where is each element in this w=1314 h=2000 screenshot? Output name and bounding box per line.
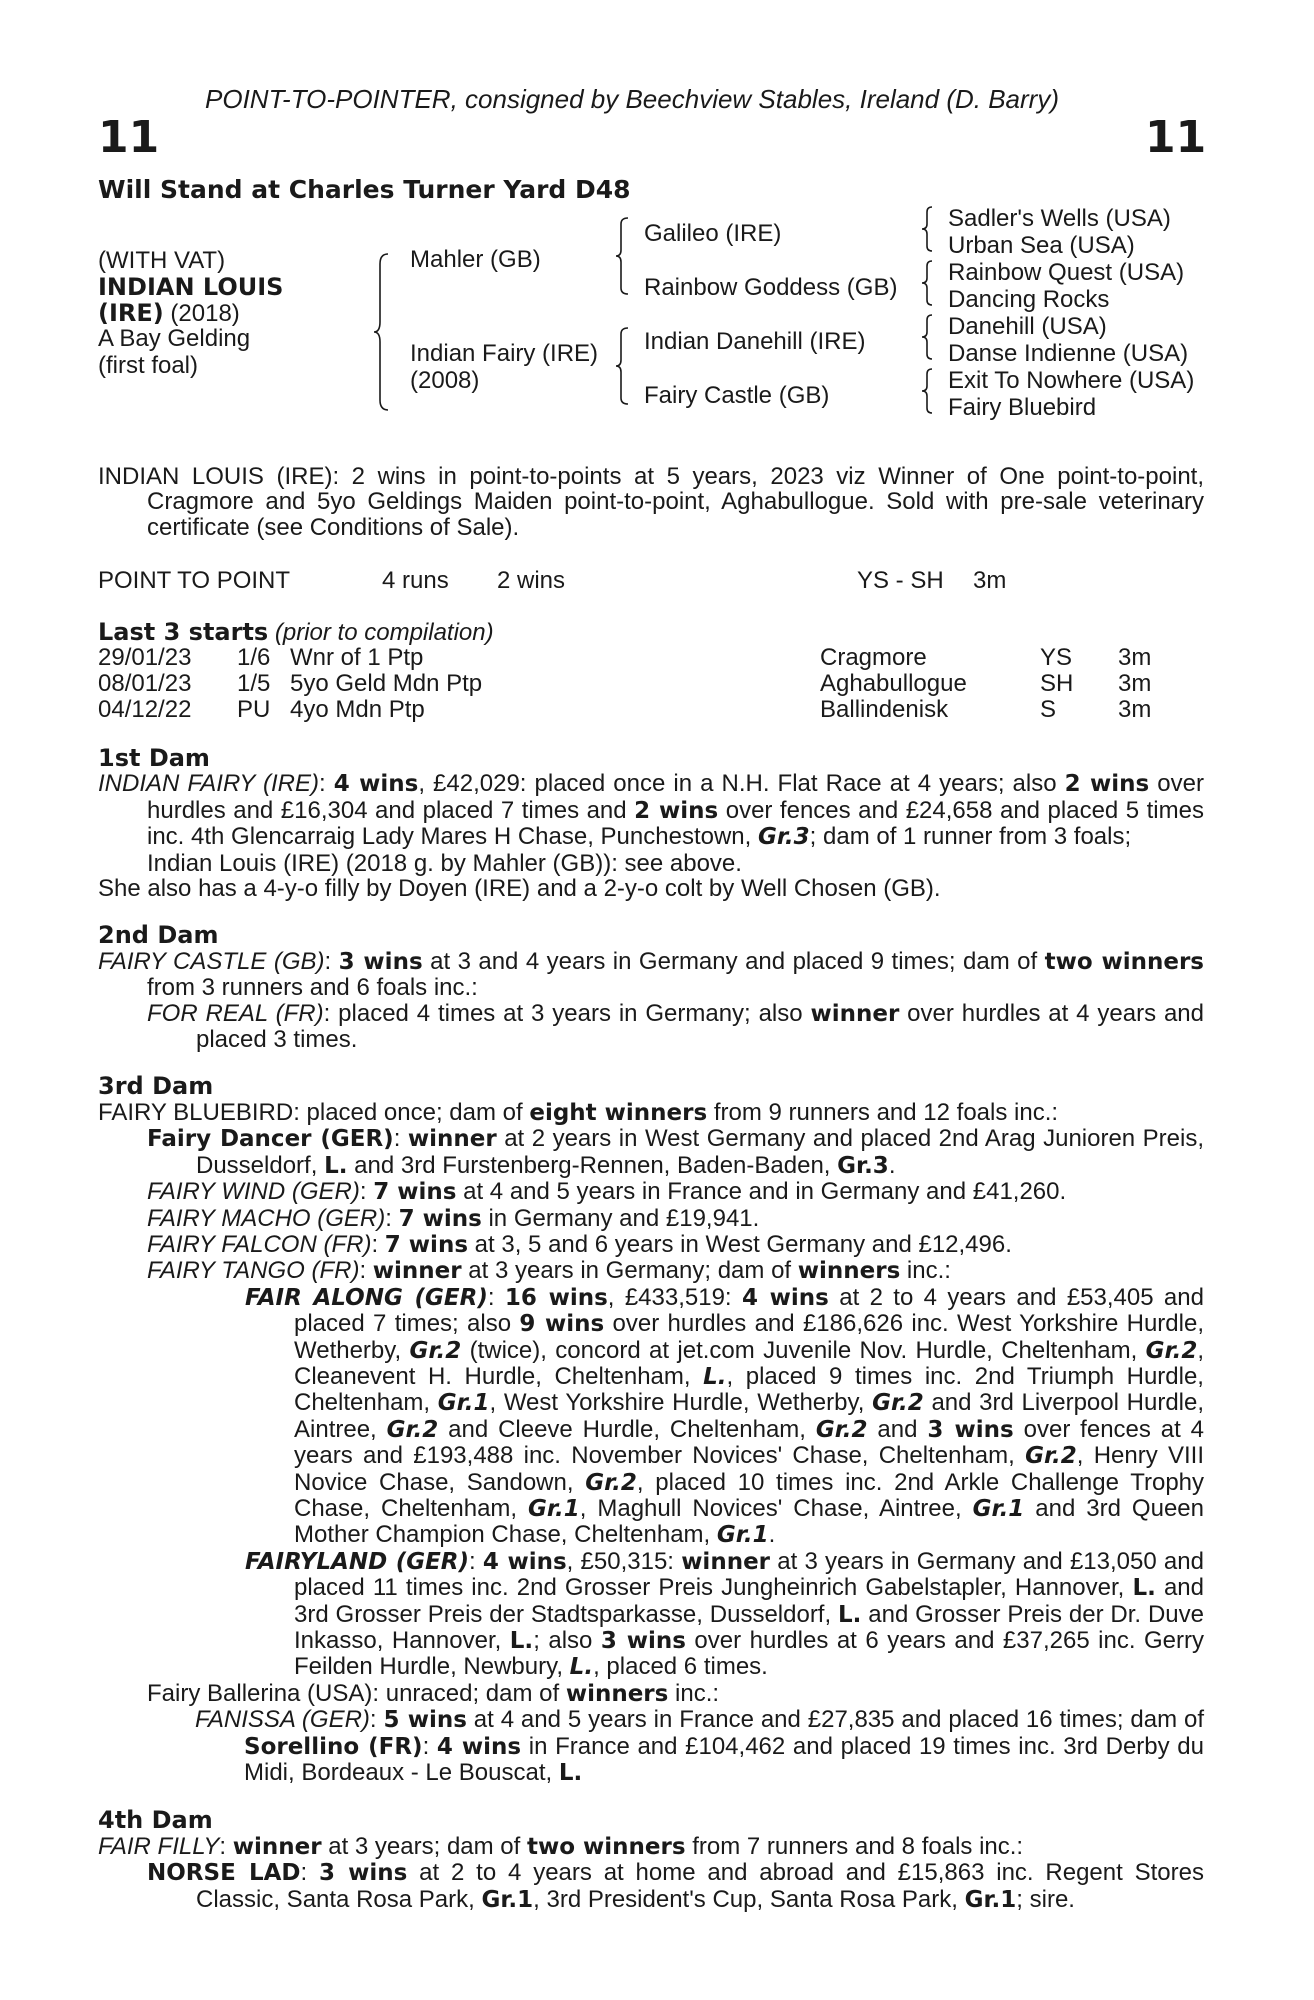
dam3-title: 3rd Dam bbox=[98, 1072, 214, 1101]
pedigree-g3-7: Exit To Nowhere (USA) bbox=[948, 367, 1195, 394]
pedigree-brace-g4 bbox=[920, 367, 936, 415]
summary-section bbox=[98, 464, 1204, 540]
horse-description: A Bay Gelding bbox=[98, 325, 251, 352]
start-row-3-date: 04/12/22 bbox=[98, 696, 192, 723]
dam1-name: INDIAN FAIRY (IRE) bbox=[98, 770, 320, 798]
pedigree-brace-g2 bbox=[920, 259, 936, 307]
horse-year: (2018) bbox=[170, 300, 240, 327]
pedigree-g3-2: Urban Sea (USA) bbox=[948, 232, 1135, 259]
summary-text: INDIAN LOUIS (IRE): 2 wins in point-to-points at 5 years, 2023 viz Winner of One point-to-point, Cragmore and 5yo Geldings Maiden point-to-point, Aghabullogue. Sold with pre-sale veterinary certificate (see Conditions of Sale). bbox=[98, 463, 1204, 541]
start-row-1-going: YS bbox=[1040, 644, 1073, 671]
dam3-fairyland: FAIRYLAND (GER): 4 wins, £50,315: winner at 3 years in Germany and £13,050 and placed 11 times inc. 2nd Grosser Preis Jungheinrich Gabelstapler, Hannover, L. and 3rd Grosser Preis der Stadtsparkasse, Dusseldorf, L. and Grosser Preis der Dr. Duve Inkasso, Hannover, L.; also 3 wins over hurdles at 6 years and £37,265 inc. Gerry Feilden Hurdle, Newbury, L., placed 6 times. bbox=[245, 1547, 1205, 1681]
start-row-1-pos: 1/6 bbox=[237, 644, 271, 671]
start-row-3-going: S bbox=[1040, 696, 1057, 723]
pedigree-sire: Mahler (GB) bbox=[410, 246, 541, 273]
stand-location: Will Stand at Charles Turner Yard D48 bbox=[98, 175, 631, 204]
start-row-1-date: 29/01/23 bbox=[98, 644, 192, 671]
dam2-foal: FOR REAL (FR): placed 4 times at 3 years in Germany; also winner over hurdles at 4 years and placed 3 times. bbox=[147, 999, 1204, 1054]
start-row-3-pos: PU bbox=[237, 696, 271, 723]
pedigree-sire-sire: Galileo (IRE) bbox=[644, 220, 782, 247]
pedigree-brace-sire bbox=[614, 216, 632, 296]
pedigree-brace-g3 bbox=[920, 313, 936, 361]
horse-name: INDIAN LOUIS bbox=[98, 273, 284, 301]
dam3-fair-along: FAIR ALONG (GER): 16 wins, £433,519: 4 wins at 2 to 4 years and £53,405 and placed 7 times; also 9 wins over hurdles and £186,626 inc. West Yorkshire Hurdle, Wetherby, Gr.2 (twice), concord at jet.com Juvenile Nov. Hurdle, Cheltenham, Gr.2, Cleanevent H. Hurdle, Cheltenham, L., placed 9 times inc. 2nd Triumph Hurdle, Cheltenham, Gr.1, West Yorkshire Hurdle, Wetherby, Gr.2 and 3rd Liverpool Hurdle, Aintree, Gr.2 and Cleeve Hurdle, Cheltenham, Gr.2 and 3 wins over fences at 4 years and £193,488 inc. November Novices' Chase, Cheltenham, Gr.2, Henry VIII Novice Chase, Sandown, Gr.2, placed 10 times inc. 2nd Arkle Challenge Trophy Chase, Cheltenham, Gr.1, Maghull Novices' Chase, Aintree, Gr.1 and 3rd Queen Mother Champion Chase, Cheltenham, Gr.1. bbox=[245, 1283, 1205, 1549]
start-row-2-date: 08/01/23 bbox=[98, 670, 192, 697]
pedigree-brace-gen1 bbox=[372, 252, 392, 412]
start-row-3-dist: 3m bbox=[1118, 696, 1152, 723]
dam3-fairy-wind: FAIRY WIND (GER): 7 wins at 4 and 5 years in France and in Germany and £41,260. bbox=[147, 1178, 1067, 1206]
horse-country: (IRE) bbox=[98, 299, 164, 327]
dam2-name: FAIRY CASTLE (GB) bbox=[98, 947, 325, 975]
dam4-line: FAIR FILLY: winner at 3 years; dam of two winners from 7 runners and 8 foals inc.: bbox=[98, 1832, 1024, 1860]
last-starts-title: Last 3 starts bbox=[98, 618, 269, 646]
horse-foal-note: (first foal) bbox=[98, 352, 199, 379]
pedigree-dam: Indian Fairy (IRE) bbox=[410, 340, 599, 367]
start-row-3-course: Ballindenisk bbox=[820, 696, 949, 723]
dam1-produce: Indian Louis (IRE) (2018 g. by Mahler (GB)): see above. bbox=[147, 849, 742, 877]
start-row-2-race: 5yo Geld Mdn Ptp bbox=[290, 670, 483, 697]
pedigree-brace-dam bbox=[614, 326, 632, 406]
start-row-3-race: 4yo Mdn Ptp bbox=[290, 696, 425, 723]
record-wins: 2 wins bbox=[497, 567, 566, 594]
dam2-title: 2nd Dam bbox=[98, 921, 219, 950]
dam3-fairy-macho: FAIRY MACHO (GER): 7 wins in Germany and £19,941. bbox=[147, 1204, 760, 1232]
dam2-line: FAIRY CASTLE (GB): 3 wins at 3 and 4 years in Germany and placed 9 times; dam of two winners from 3 runners and 6 foals inc.: bbox=[98, 947, 1204, 1002]
start-row-1-dist: 3m bbox=[1118, 644, 1152, 671]
start-row-2-pos: 1/5 bbox=[237, 670, 271, 697]
dam3-fairy-dancer: Fairy Dancer (GER): winner at 2 years in West Germany and placed 2nd Arag Junioren Preis, Dusseldorf, L. and 3rd Furstenberg-Rennen, Baden-Baden, Gr.3. bbox=[147, 1125, 1205, 1179]
pedigree-brace-g1 bbox=[920, 205, 936, 253]
pedigree-g3-1: Sadler's Wells (USA) bbox=[948, 205, 1171, 232]
consignor-line: POINT-TO-POINTER, consigned by Beechview Stables, Ireland (D. Barry) bbox=[205, 84, 1059, 114]
start-row-2-dist: 3m bbox=[1118, 670, 1152, 697]
horse-origin bbox=[98, 299, 240, 328]
record-going: YS - SH bbox=[857, 567, 944, 594]
dam4-norse-lad: NORSE LAD: 3 wins at 2 to 4 years at home and abroad and £15,863 inc. Regent Stores Classic, Santa Rosa Park, Gr.1, 3rd President's Cup, Santa Rosa Park, Gr.1; sire. bbox=[147, 1859, 1204, 1913]
dam3-fairy-ballerina: Fairy Ballerina (USA): unraced; dam of winners inc.: bbox=[147, 1679, 720, 1707]
record-runs: 4 runs bbox=[382, 567, 449, 594]
lot-number-right: 11 bbox=[1145, 112, 1207, 163]
lot-number-left: 11 bbox=[98, 112, 160, 163]
dam-details bbox=[98, 746, 1204, 1913]
vat-note: (WITH VAT) bbox=[98, 247, 226, 274]
pedigree-g3-3: Rainbow Quest (USA) bbox=[948, 259, 1185, 286]
pedigree-dam-year: (2008) bbox=[410, 367, 480, 394]
dam3-fanissa: FANISSA (GER): 5 wins at 4 and 5 years in France and £27,835 and placed 16 times; dam of Sorellino (FR): 4 wins in France and £104,462 and placed 19 times inc. 3rd Derby du Midi, Bordeaux - Le Bouscat, L. bbox=[195, 1706, 1204, 1787]
pedigree-sire-dam: Rainbow Goddess (GB) bbox=[644, 274, 898, 301]
start-row-1-course: Cragmore bbox=[820, 644, 927, 671]
last-starts-subtitle: (prior to compilation) bbox=[274, 619, 494, 646]
last-starts-heading bbox=[98, 618, 494, 647]
start-row-1-race: Wnr of 1 Ptp bbox=[290, 644, 424, 671]
pedigree-dam-dam: Fairy Castle (GB) bbox=[644, 382, 830, 409]
record-distance: 3m bbox=[973, 567, 1007, 594]
record-label: POINT TO POINT bbox=[98, 567, 291, 594]
dam3-fairy-tango: FAIRY TANGO (FR): winner at 3 years in Germany; dam of winners inc.: bbox=[147, 1257, 951, 1285]
start-row-2-course: Aghabullogue bbox=[820, 670, 967, 697]
pedigree-g3-5: Danehill (USA) bbox=[948, 313, 1107, 340]
pedigree-g3-8: Fairy Bluebird bbox=[948, 394, 1097, 421]
pedigree-g3-6: Danse Indienne (USA) bbox=[948, 340, 1189, 367]
dam1-also: She also has a 4-y-o filly by Doyen (IRE) and a 2-y-o colt by Well Chosen (GB). bbox=[98, 875, 941, 903]
dam4-title: 4th Dam bbox=[98, 1806, 213, 1835]
dam1-title: 1st Dam bbox=[98, 744, 210, 772]
start-row-2-going: SH bbox=[1040, 670, 1074, 697]
pedigree-g3-4: Dancing Rocks bbox=[948, 286, 1110, 313]
pedigree-dam-sire: Indian Danehill (IRE) bbox=[644, 328, 866, 355]
dam3-fairy-falcon: FAIRY FALCON (FR): 7 wins at 3, 5 and 6 years in West Germany and £12,496. bbox=[147, 1230, 1012, 1258]
dam3-line: FAIRY BLUEBIRD: placed once; dam of eight winners from 9 runners and 12 foals inc.: bbox=[98, 1098, 1059, 1126]
dam1-line: INDIAN FAIRY (IRE): 4 wins, £42,029: placed once in a N.H. Flat Race at 4 years; also 2 wins over hurdles and £16,304 and placed 7 times and 2 wins over fences and £24,658 and placed 5 times inc. 4th Glencarraig Lady Mares H Chase, Punchestown, Gr.3; dam of 1 runner from 3 foals; bbox=[98, 770, 1204, 851]
